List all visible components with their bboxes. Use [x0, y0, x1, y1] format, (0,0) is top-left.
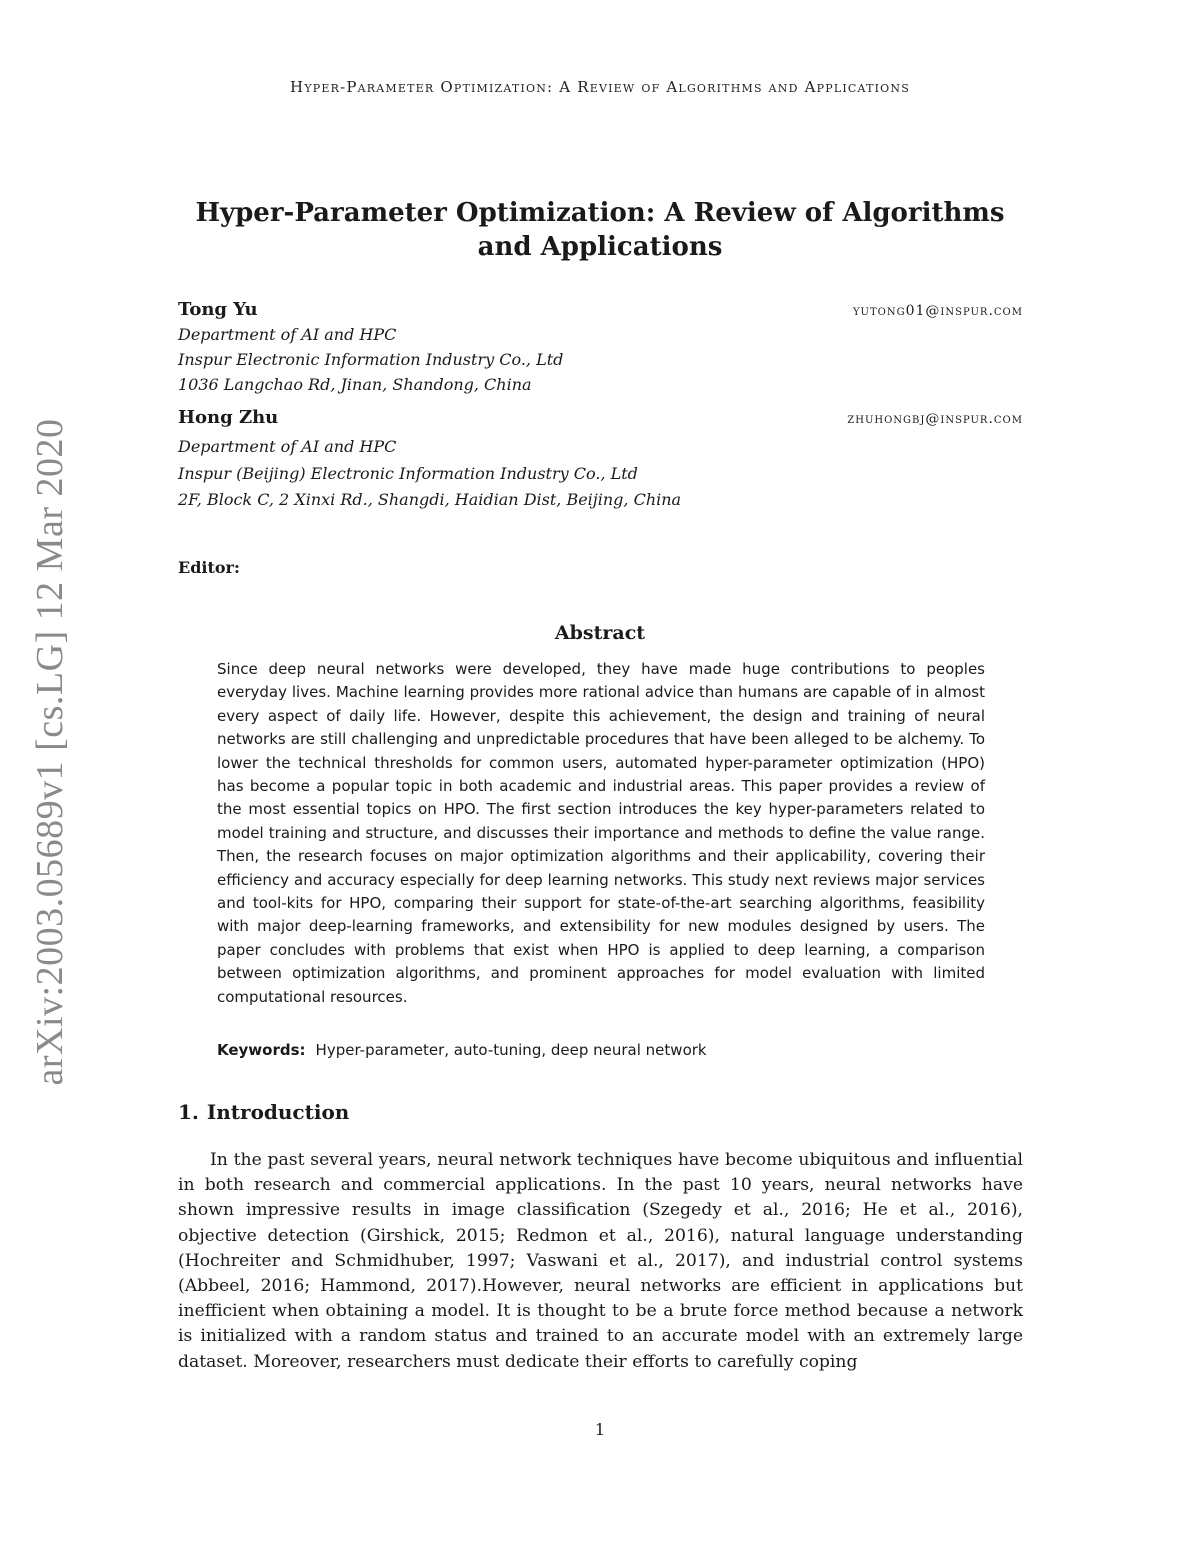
- page-number: 1: [594, 1420, 606, 1439]
- author-affiliation: [178, 434, 681, 514]
- abstract-heading: Abstract: [554, 622, 646, 644]
- author-organization: Inspur (Beijing) Electronic Information Industry Co., Ltd: [178, 463, 638, 483]
- section-heading: [178, 1100, 349, 1124]
- paper-title-line2: and Applications: [477, 232, 723, 262]
- editor-label: Editor:: [178, 558, 240, 577]
- author-email[interactable]: yutong01@inspur.com: [852, 303, 1023, 319]
- author-address: 1036 Langchao Rd, Jinan, Shandong, China: [178, 375, 532, 394]
- author-name: Hong Zhu: [178, 407, 279, 428]
- author-address: 2F, Block C, 2 Xinxi Rd., Shangdi, Haidian Dist, Beijing, China: [178, 490, 682, 509]
- paper-title: [0, 196, 1200, 264]
- author-organization: Inspur Electronic Information Industry Co., Ltd: [178, 350, 564, 369]
- keywords-label: Keywords:: [217, 1041, 306, 1059]
- section-title: Introduction: [206, 1100, 350, 1124]
- keywords-value: Hyper-parameter, auto-tuning, deep neural network: [315, 1041, 707, 1059]
- keywords: [217, 1041, 985, 1059]
- running-head: Hyper-Parameter Optimization: A Review of Algorithms and Applications: [290, 78, 910, 96]
- abstract-text: Since deep neural networks were developed, they have made huge contributions to peoples everyday lives. Machine learning provides more rational advice than humans are capable of in almost every aspect of daily life. However, despite this achievement, the design and training of neural networks are still challenging and unpredictable procedures that have been alleged to be alchemy. To lower the technical thresholds for common users, automated hyper-parameter optimization (HPO) has become a popular topic in both academic and industrial areas. This paper provides a review of the most essential topics on HPO. The first section introduces the key hyper-parameters related to model training and structure, and discusses their importance and methods to define the value range. Then, the research focuses on major optimization algorithms and their applicability, covering their efficiency and accuracy especially for deep learning networks. This study next reviews major services and tool-kits for HPO, comparing their support for state-of-the-art searching algorithms, feasibility with major deep-learning frameworks, and extensibility for new modules designed by users. The paper concludes with problems that exist when HPO is applied to deep learning, a comparison between optimization algorithms, and prominent approaches for model evaluation with limited computational resources.: [217, 660, 985, 1006]
- author-affiliation: [178, 322, 563, 397]
- author-email[interactable]: zhuhongbj@inspur.com: [847, 411, 1023, 427]
- author-department: Department of AI and HPC: [178, 437, 397, 456]
- author-department: Department of AI and HPC: [178, 325, 397, 344]
- section-number: 1.: [178, 1100, 199, 1124]
- paper-title-line1: Hyper-Parameter Optimization: A Review of Algorithms: [195, 198, 1005, 228]
- introduction-text: In the past several years, neural network techniques have become ubiquitous and influential in both research and commercial applications. In the past 10 years, neural networks have shown impressive results in image classification (Szegedy et al., 2016; He et al., 2016), objective detection (Girshick, 2015; Redmon et al., 2016), natural language understanding (Hochreiter and Schmidhuber, 1997; Vaswani et al., 2017), and industrial control systems (Abbeel, 2016; Hammond, 2017).However, neural networks are efficient in applications but inefficient when obtaining a model. It is thought to be a brute force method because a network is initialized with a random status and trained to an accurate model with an extremely large dataset. Moreover, researchers must dedicate their efforts to carefully coping: [178, 1150, 1023, 1372]
- author-name: Tong Yu: [178, 299, 258, 320]
- arxiv-identifier[interactable]: arXiv:2003.05689v1 [cs.LG] 12 Mar 2020: [29, 418, 71, 1086]
